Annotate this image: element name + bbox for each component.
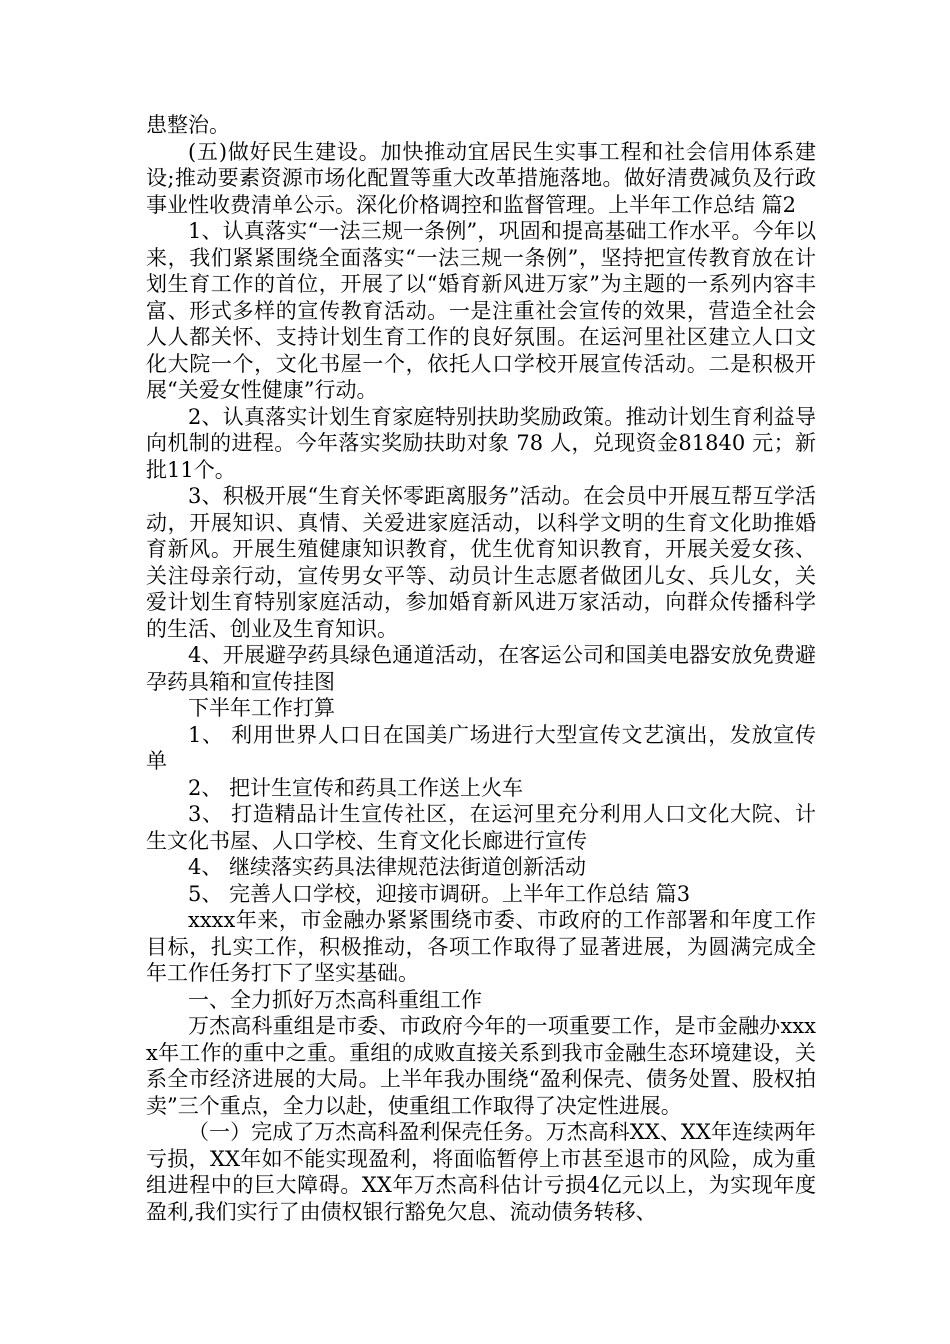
list-item: 3、 打造精品计生宣传社区，在运河里充分利用人口文化大院、计生文化书屋、人口学校、生育文化长廊进行宣传 <box>146 802 816 853</box>
section-heading: 一、全力抓好万杰高科重组工作 <box>188 987 482 1012</box>
paragraph: xxxx年来，市金融办紧紧围绕市委、市政府的工作部署和年度工作目标，扎实工作，积极推动，各项工作取得了显著进展，为圆满完成全年工作任务打下了坚实基础。 <box>146 908 816 985</box>
paragraph: 4、开展避孕药具绿色通道活动，在客运公司和国美电器安放免费避孕药具箱和宣传挂图 <box>146 643 816 694</box>
list-item: 5、 完善人口学校，迎接市调研。上半年工作总结 篇3 <box>188 881 691 906</box>
list-item: 4、 继续落实药具法律规范法街道创新活动 <box>188 855 587 879</box>
paragraph: 3、积极开展“生育关怀零距离服务”活动。在会员中开展互帮互学活动，开展知识、真情、关爱进家庭活动，以科学文明的生育文化助推婚育新风。开展生殖健康知识教育，优生优育知识教育，开展关爱女孩、关注母亲行动，宣传男女平等、动员计生志愿者做团儿女、兵儿女，关爱计划生育特别家庭活动，参加婚育新风进万家活动，向群众传播科学的生活、创业及生育知识。 <box>146 484 816 641</box>
section-heading: 下半年工作打算 <box>188 696 335 720</box>
paragraph: （一）完成了万杰高科盈利保壳任务。万杰高科XX、XX年连续两年亏损，XX年如不能实现盈利，将面临暂停上市甚至退市的风险，成为重组进程中的巨大障碍。XX年万杰高科估计亏损4亿元以上，为实现年度盈利,我们实行了由债权银行豁免欠息、流动债务转移、 <box>146 1120 816 1224</box>
document-page <box>146 112 816 1225</box>
paragraph: 2、认真落实计划生育家庭特别扶助奖励政策。推动计划生育利益导向机制的进程。今年落实奖励扶助对象 78 人，兑现资金81840 元；新批11个。 <box>146 404 816 482</box>
paragraph: 万杰高科重组是市委、市政府今年的一项重要工作，是市金融办xxxx年工作的重中之重。重组的成败直接关系到我市金融生态环境建设，关系全市经济进展的大局。上半年我办围绕“盈利保壳、债务处置、股权拍卖”三个重点，全力以赴，使重组工作取得了决定性进展。 <box>146 1014 816 1118</box>
paragraph: 1、认真落实“一法三规一条例”，巩固和提高基础工作水平。今年以来，我们紧紧围绕全面落实“一法三规一条例”，坚持把宣传教育放在计划生育工作的首位，开展了以“婚育新风进万家”为主题的一系列内容丰富、形式多样的宣传教育活动。一是注重社会宣传的效果，营造全社会人人都关怀、支持计划生育工作的良好氛围。在运河里社区建立人口文化大院一个，文化书屋一个，依托人口学校开展宣传活动。二是积极开展“关爱女性健康”行动。 <box>146 219 816 402</box>
list-item: 1、 利用世界人口日在国美广场进行大型宣传文艺演出，发放宣传单 <box>146 722 816 773</box>
list-item: 2、 把计生宣传和药具工作送上火车 <box>188 775 524 800</box>
paragraph: 患整治。 <box>146 113 230 137</box>
paragraph: (五)做好民生建设。加快推动宜居民生实事工程和社会信用体系建设;推动要素资源市场化配置等重大改革措施落地。做好清费减负及行政事业性收费清单公示。深化价格调控和监督管理。上半年工作总结 篇2 <box>146 139 816 217</box>
